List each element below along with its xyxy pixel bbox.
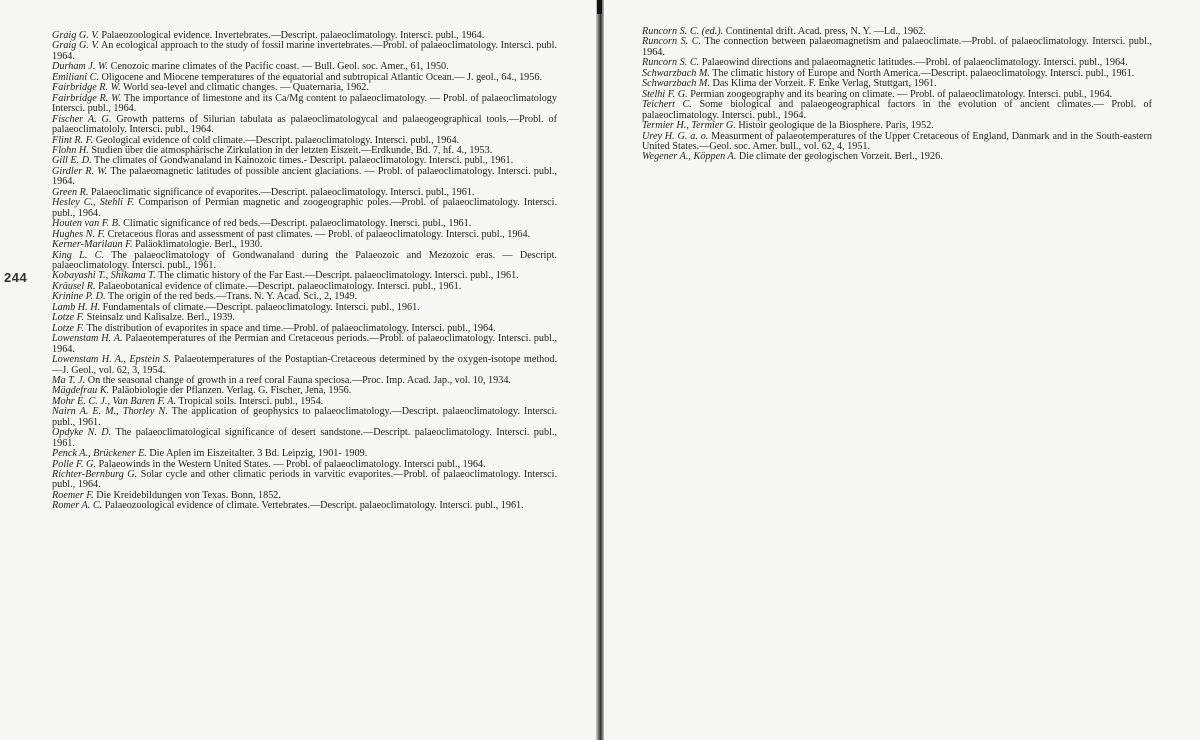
entry-author: Mägdefrau K.: [52, 385, 110, 397]
entry-author: Graig G. V.: [52, 30, 99, 41]
entry-text: Paläoklimatologie. Berl., 1930.: [135, 239, 263, 251]
entry-author: Flohn H.: [52, 144, 89, 156]
entry-text: On the seasonal change of growth in a reef coral Fauna speciosa.—Proc. Imp. Acad. Jap., vol. 10, 1934.: [87, 374, 511, 386]
entry-author: Kerner-Marilaun F.: [52, 239, 133, 251]
entry-author: Schwarzbach M.: [642, 78, 710, 90]
entry-author: Ma T. J.: [52, 374, 86, 386]
entry-text: Palaeotemperatures of the Permian and Cretaceous periods.—Probl. of palaeoclimatology. Intersci. publ., 1964.: [52, 333, 558, 355]
entry-author: Houten van F. B.: [52, 218, 121, 230]
right-bibliography-column: [642, 27, 1152, 163]
entry-text: Palaeozoological evidence. Invertebrates.—Descript. palaeoclimatology. Intersci. publ., 1964.: [101, 30, 485, 41]
entry-author: Lamb H. H.: [52, 301, 101, 313]
entry-author: Kräusel R.: [52, 280, 96, 292]
entry-author: Gill E. D.: [52, 155, 92, 167]
entry-author: Roemer F.: [52, 489, 94, 501]
bibliography-entry: [642, 152, 1152, 162]
entry-author: Termier H., Termier G.: [642, 120, 736, 132]
entry-text: Palaeowind directions and palaeomagnetic latitudes.—Probl. of palaeoclimatology. Intersci. publ., 1964.: [701, 57, 1128, 69]
gutter-shadow: [597, 0, 602, 14]
entry-author: Wegener A., Köppen A.: [642, 151, 737, 163]
entry-text: Das Klima der Vorzeit. F. Enke Verlag, Stuttgart, 1961.: [712, 78, 937, 90]
entry-author: Krinine P. D.: [52, 291, 106, 303]
bibliography-entry: [642, 100, 1152, 121]
book-gutter: [596, 0, 604, 740]
entry-author: Teichert C.: [642, 99, 692, 111]
entry-text: Histoir geologique de la Biosphere. Paris, 1952.: [738, 120, 934, 132]
bibliography-entry: [52, 251, 557, 272]
entry-author: Fairbridge R. W.: [52, 92, 122, 104]
entry-text: The connection between palaeomagnetism and palaeoclimate.—Probl. of palaeoclimatology. Intersci. publ., 1964.: [642, 36, 1152, 58]
entry-author: Green R.: [52, 186, 89, 198]
entry-text: Oligocene and Miocene temperatures of the equatorial and subtropical Atlantic Ocean.— J. geol., 64., 1956.: [101, 71, 543, 83]
entry-author: Polle F. G.: [52, 458, 96, 470]
entry-text: Geological evidence of cold climate.—Descript. palaeoclimatology. Intersci. publ., 1964.: [95, 134, 460, 146]
entry-author: Schwarzbach M.: [642, 67, 710, 79]
bibliography-entry: [642, 37, 1152, 58]
entry-author: Nairn A. E. M., Thorley N.: [52, 406, 168, 418]
entry-author: Flint R. F.: [52, 134, 94, 146]
entry-text: The distribution of evaporites in space and time.—Probl. of palaeoclimatology. Intersci. publ., 1964.: [86, 322, 496, 334]
entry-author: Fischer A. G.: [52, 113, 112, 125]
entry-text: Fundamentals of climate.—Descript. palaeoclimatology. Intersci. publ., 1961.: [102, 301, 420, 313]
entry-author: King L. C.: [52, 249, 104, 261]
entry-author: Emiliani C.: [52, 71, 99, 83]
entry-text: Palaeotemperatures of the Postaptian-Cretaceous determined by the oxygen-isotope method.—J. Geol., vol. 62, 3, 1954.: [52, 354, 557, 376]
entry-author: Lotze F.: [52, 322, 85, 334]
entry-author: Mohr E. C. J., Van Baren F. A.: [52, 395, 177, 407]
entry-text: Steinsalz und Kalisalze. Berl., 1939.: [86, 312, 235, 324]
entry-author: Richter-Bernburg G.: [52, 469, 138, 481]
entry-text: World sea-level and climatic changes. — Quaternaria, 1962.: [123, 82, 369, 94]
entry-text: Tropical soils. Intersci. publ., 1954.: [178, 395, 324, 407]
entry-author: Opdyke N. D.: [52, 427, 112, 439]
entry-text: The application of geophysics to palaeoclimatology.—Descript. palaeoclimatology. Intersci. publ., 1961.: [52, 406, 557, 428]
entry-text: Die climate der geologischen Vorzeit. Berl., 1926.: [738, 151, 943, 163]
entry-text: The palaeoclimatology of Gondwanaland during the Palaeozoic and Mezozoic eras. — Descript. palaeoclimatology. Intersci. publ., 1961.: [52, 249, 557, 271]
entry-author: Fairbridge R. W.: [52, 82, 121, 94]
entry-text: Climatic significance of red beds.—Descript. palaeoclimatology. Inersci. publ., 1961.: [123, 218, 472, 230]
entry-author: Lowenstam H. A.: [52, 333, 123, 345]
entry-author: Runcorn S. C.: [642, 36, 702, 48]
entry-text: The climates of Gondwanaland in Kainozoic times.- Descript. palaeoclimatology. Intersci. publ., 1961.: [94, 155, 514, 167]
bibliography-entry: [52, 94, 557, 115]
entry-text: Measurment of palaeotemperatures of the Upper Cretaceous of England, Danmark and in the South-eastern United States.—Geol. soc. Amer. bull., vol. 62, 4, 1951.: [642, 130, 1153, 152]
entry-text: Cretaceous floras and assessment of past climates. — Probl. of palaeoclimatology. Intersci. publ., 1964.: [107, 228, 531, 240]
entry-text: Palaeozoological evidence of climate. Vertebrates.—Descript. palaeoclimatology. Intersci. publ., 1961.: [104, 500, 524, 512]
bibliography-entry: [52, 334, 557, 355]
entry-text: The palaeoclimatological significance of desert sandstone.—Descript. palaeoclimatology. Intersci. publ., 1961.: [52, 427, 557, 449]
entry-text: The climatic history of Europe and North America.—Descript. palaeoclimatology. Intersci. publ., 1961.: [712, 67, 1135, 79]
bibliography-entry: [52, 41, 557, 62]
entry-text: Growth patterns of Silurian tabulata as palaeoclimatologycal and palaeogeographical tools.—Probl. of palaeoclimatololy. Intersci. publ., 1964.: [52, 113, 558, 136]
entry-text: Permian zoogeography and its bearing on climate. — Probl. of palaeoclimatology. Intersci. publ., 1964.: [690, 88, 1113, 100]
entry-author: Hesley C., Stehli F.: [52, 197, 135, 209]
left-bibliography-column: [52, 31, 557, 512]
entry-text: Comparison of Permian magnetic and zoogeographic poles.—Probl. of palaeoclimatology. Intersci. publ., 1964.: [52, 197, 558, 219]
entry-author: Girdler R. W.: [52, 165, 108, 177]
bibliography-entry: [52, 355, 557, 376]
entry-text: Die Aplen im Eiszeitalter. 3 Bd. Leipzig, 1901- 1909.: [149, 448, 368, 460]
entry-text: Palaeoclimatic significance of evaporites.—Descript. palaeoclimatology. Intersci. publ., 1961.: [90, 186, 475, 198]
right-page: [604, 0, 1200, 740]
entry-text: Paläobiologie der Pflanzen. Verlag. G. Fischer, Jena, 1956.: [111, 385, 352, 397]
entry-author: Stelhi F. G.: [642, 88, 688, 100]
entry-author: Penck A., Brückener E.: [52, 448, 147, 460]
entry-author: Runcorn S. C.: [642, 57, 700, 69]
bibliography-entry: [52, 428, 557, 449]
left-page: [0, 0, 596, 740]
entry-author: Kobayashi T., Shikama T.: [52, 270, 156, 282]
bibliography-entry: [52, 167, 557, 188]
entry-text: The climatic history of the Far East.—Descript. palaeoclimatology. Intersci. publ., 1961.: [158, 270, 519, 282]
entry-text: Continental drift. Acad. press, N. Y. —Ld., 1962.: [725, 26, 926, 37]
bibliography-entry: [52, 407, 557, 428]
entry-author: Lowenstam H. A., Epstein S.: [52, 354, 171, 366]
entry-author: Lotze F.: [52, 312, 85, 324]
bibliography-entry: [642, 132, 1152, 153]
entry-author: Urey H. G. a. o.: [642, 130, 709, 142]
entry-text: Die Kreidebildungen von Texas. Bonn, 1852.: [96, 489, 281, 501]
entry-author: Hughes N. F.: [52, 228, 106, 240]
bibliography-entry: [52, 115, 557, 136]
entry-text: The importance of limestone and its Ca/Mg content to palaeoclimatology. — Probl. of palaeoclimatology Intersci. publ., 1964.: [52, 92, 557, 115]
bibliography-entry: [52, 501, 557, 511]
entry-text: Palaeobotanical evidence of climate.—Descript. palaeoclimatology. Intersci. publ., 1961.: [98, 280, 462, 292]
page-number: 244: [4, 270, 28, 285]
entry-author: Runcorn S. C. (ed.).: [642, 26, 724, 37]
entry-author: Durham J. W.: [52, 61, 109, 73]
bibliography-entry: [52, 470, 557, 491]
entry-text: Studien über die atmosphärische Zirkulation in der letzten Eiszeit.—Erdkunde, Bd. 7, hf. 4., 1953.: [91, 144, 493, 156]
bibliography-entry: [52, 198, 557, 219]
entry-text: Cenozoic marine climates of the Pacific coast. — Bull. Geol. soc. Amer., 61, 1950.: [110, 61, 449, 73]
entry-text: The origin of the red beds.—Trans. N. Y. Acad. Sci., 2, 1949.: [107, 291, 358, 303]
entry-author: Graig G. V.: [52, 40, 99, 52]
entry-author: Romer A. C.: [52, 500, 103, 512]
entry-text: An ecological approach to the study of fossil marine invertebrates.—Probl. of palaeoclimatology. Intersci. publ. 1964.: [52, 40, 558, 62]
entry-text: Solar cycle and other climatic periods in varvitic evaporites.—Probl. of palaeoclimatology. Intersci. publ., 1964.: [52, 469, 557, 491]
entry-text: Palaeowinds in the Western United States. — Probl. of palaeoclimatology. Intersci publ., 1964.: [98, 458, 486, 470]
entry-text: Some biological and palaeogeographical factors in the evolution of ancient climates.— Probl. of palaeoclimatology. Intersci. publ., 1964.: [642, 99, 1153, 121]
entry-text: The palaeomagnetic latitudes of possible ancient glaciations. — Probl. of palaeoclimatology. Intersci. publ., 1964.: [52, 165, 557, 188]
